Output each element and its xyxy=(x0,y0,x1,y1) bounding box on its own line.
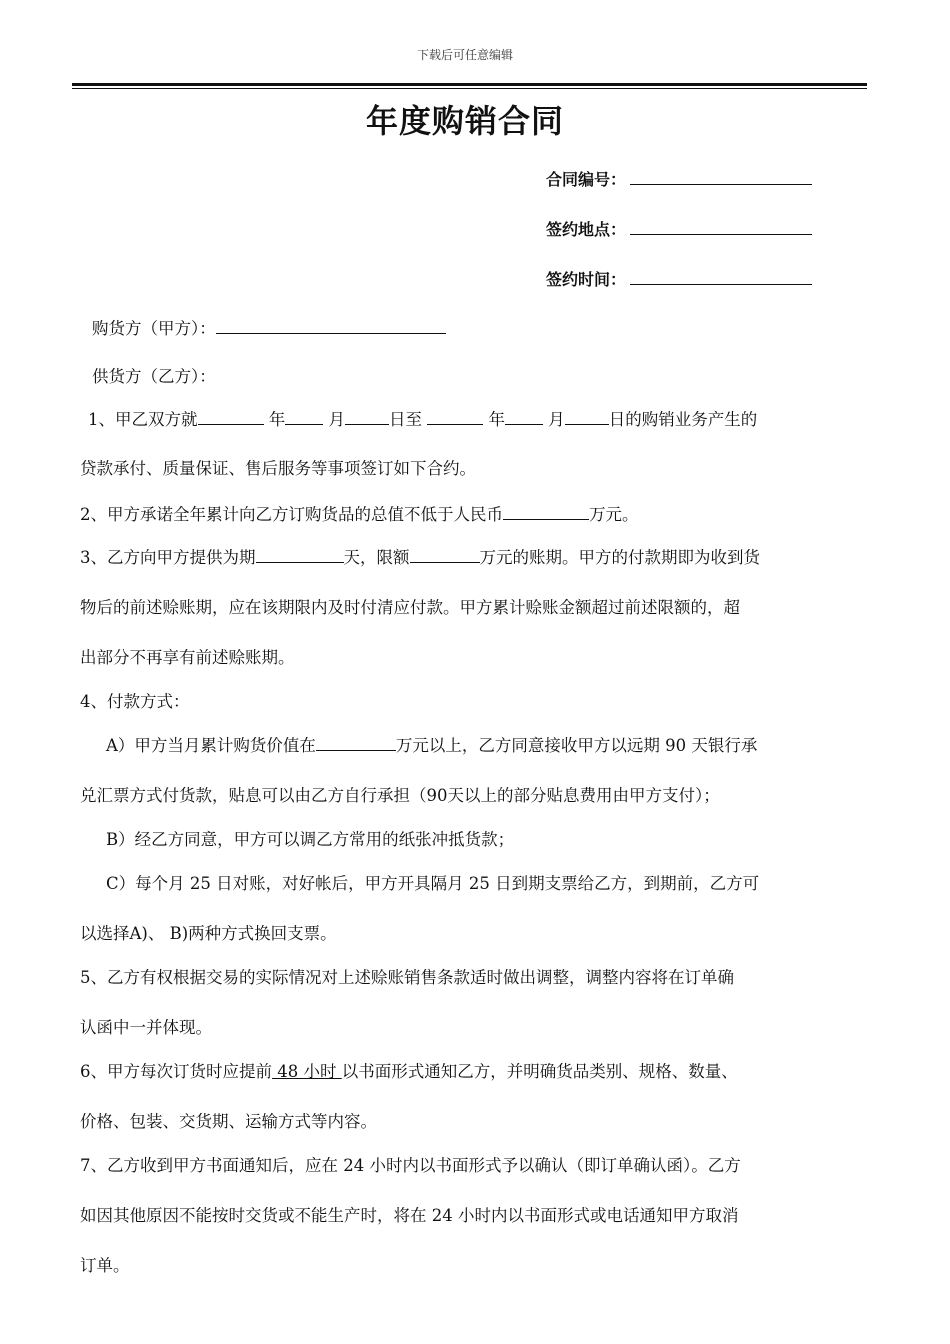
clause-5-line-2: 认函中一并体现。 xyxy=(80,1018,212,1037)
clause-6-text-a: 6、甲方每次订货时应提前 xyxy=(80,1062,272,1081)
total-value-field[interactable] xyxy=(503,502,589,520)
signing-place-field[interactable] xyxy=(630,218,812,235)
clause-1-text-g: 日的购销业务产生的 xyxy=(608,410,758,429)
year-label: 年 xyxy=(268,410,286,429)
credit-limit-field[interactable] xyxy=(410,545,480,563)
signing-time-row xyxy=(546,268,812,292)
clause-3-line-1 xyxy=(80,545,760,571)
clause-7-line-2: 如因其他原因不能按时交货或不能生产时，将在 24 小时内以书面形式或电话通知甲方取消 xyxy=(80,1206,739,1225)
seller-label: 供货方（乙方）： xyxy=(92,367,216,386)
clause-2 xyxy=(80,502,639,528)
contract-number-row xyxy=(546,168,812,192)
monthly-purchase-field[interactable] xyxy=(316,733,396,751)
month-label-2: 月 xyxy=(548,410,565,429)
signing-place-row xyxy=(546,218,812,242)
clause-4c-line-1: C）每个月 25 日对账，对好帐后，甲方开具隔月 25 日到期支票给乙方，到期前，乙方可 xyxy=(106,874,760,893)
header-note: 下载后可任意编辑 xyxy=(416,48,513,62)
start-day-field[interactable] xyxy=(345,407,389,425)
clause-3-text-c: 万元的账期。甲方的付款期即为收到货 xyxy=(479,548,760,567)
start-month-field[interactable] xyxy=(285,407,323,425)
start-year-field[interactable] xyxy=(198,407,264,425)
clause-6-line-1 xyxy=(80,1059,738,1085)
clause-4c-line-2: 以选择A)、 B)两种方式换回支票。 xyxy=(80,924,337,943)
clause-4a-text-a: A）甲方当月累计购货价值在 xyxy=(106,736,316,755)
header-rule-thin xyxy=(72,88,867,89)
buyer-name-field[interactable] xyxy=(216,316,446,334)
header-rule-thick xyxy=(72,83,867,86)
buyer-row xyxy=(92,316,446,342)
clause-1-line-2: 贷款承付、质量保证、售后服务等事项签订如下合约。 xyxy=(80,459,476,478)
signing-time-label: 签约时间： xyxy=(546,270,627,289)
clause-4-title: 4、付款方式： xyxy=(80,692,190,711)
clause-1-text-a: 1、甲乙双方就 xyxy=(88,410,198,429)
signing-time-field[interactable] xyxy=(630,268,812,285)
seller-row xyxy=(92,364,216,390)
clause-3-text-a: 3、乙方向甲方提供为期 xyxy=(80,548,256,567)
clause-4a-line-2: 兑汇票方式付货款，贴息可以由乙方自行承担（90天以上的部分贴息费用由甲方支付）； xyxy=(80,786,720,805)
document-title: 年度购销合同 xyxy=(365,102,564,140)
clause-6-text-b: 以书面形式通知乙方，并明确货品类别、规格、数量、 xyxy=(341,1062,738,1081)
end-month-field[interactable] xyxy=(505,407,543,425)
clause-3-line-3: 出部分不再享有前述赊账期。 xyxy=(80,648,295,667)
clause-2-text-b: 万元。 xyxy=(589,505,639,524)
clause-4b: B）经乙方同意，甲方可以调乙方常用的纸张冲抵货款； xyxy=(106,830,515,849)
end-day-field[interactable] xyxy=(565,407,609,425)
clause-4a-text-b: 万元以上，乙方同意接收甲方以远期 90 天银行承 xyxy=(395,736,758,755)
clause-3-text-b: 天，限额 xyxy=(343,548,410,567)
end-year-field[interactable] xyxy=(427,407,483,425)
day-to-label: 日至 xyxy=(389,410,422,429)
clause-6-line-2: 价格、包装、交货期、运输方式等内容。 xyxy=(80,1112,377,1131)
contract-number-label: 合同编号： xyxy=(546,170,627,189)
notice-hours-value: 48 小时 xyxy=(272,1062,342,1081)
buyer-label: 购货方（甲方）： xyxy=(92,319,216,338)
credit-days-field[interactable] xyxy=(256,545,344,563)
contract-number-field[interactable] xyxy=(630,168,812,185)
clause-5-line-1: 5、乙方有权根据交易的实际情况对上述赊账销售条款适时做出调整，调整内容将在订单确 xyxy=(80,968,734,987)
clause-2-text-a: 2、甲方承诺全年累计向乙方订购货品的总值不低于人民币 xyxy=(80,505,503,524)
year-label-2: 年 xyxy=(488,410,505,429)
clause-3-line-2: 物后的前述赊账期，应在该期限内及时付清应付款。甲方累计赊账金额超过前述限额的，超 xyxy=(80,598,740,617)
clause-7-line-3: 订单。 xyxy=(80,1256,130,1275)
clause-7-line-1: 7、乙方收到甲方书面通知后，应在 24 小时内以书面形式予以确认（即订单确认函）。乙方 xyxy=(80,1156,741,1175)
clause-1-line-1 xyxy=(88,407,757,433)
signing-place-label: 签约地点： xyxy=(546,220,627,239)
clause-4a-line-1 xyxy=(106,733,757,759)
month-label: 月 xyxy=(328,410,345,429)
